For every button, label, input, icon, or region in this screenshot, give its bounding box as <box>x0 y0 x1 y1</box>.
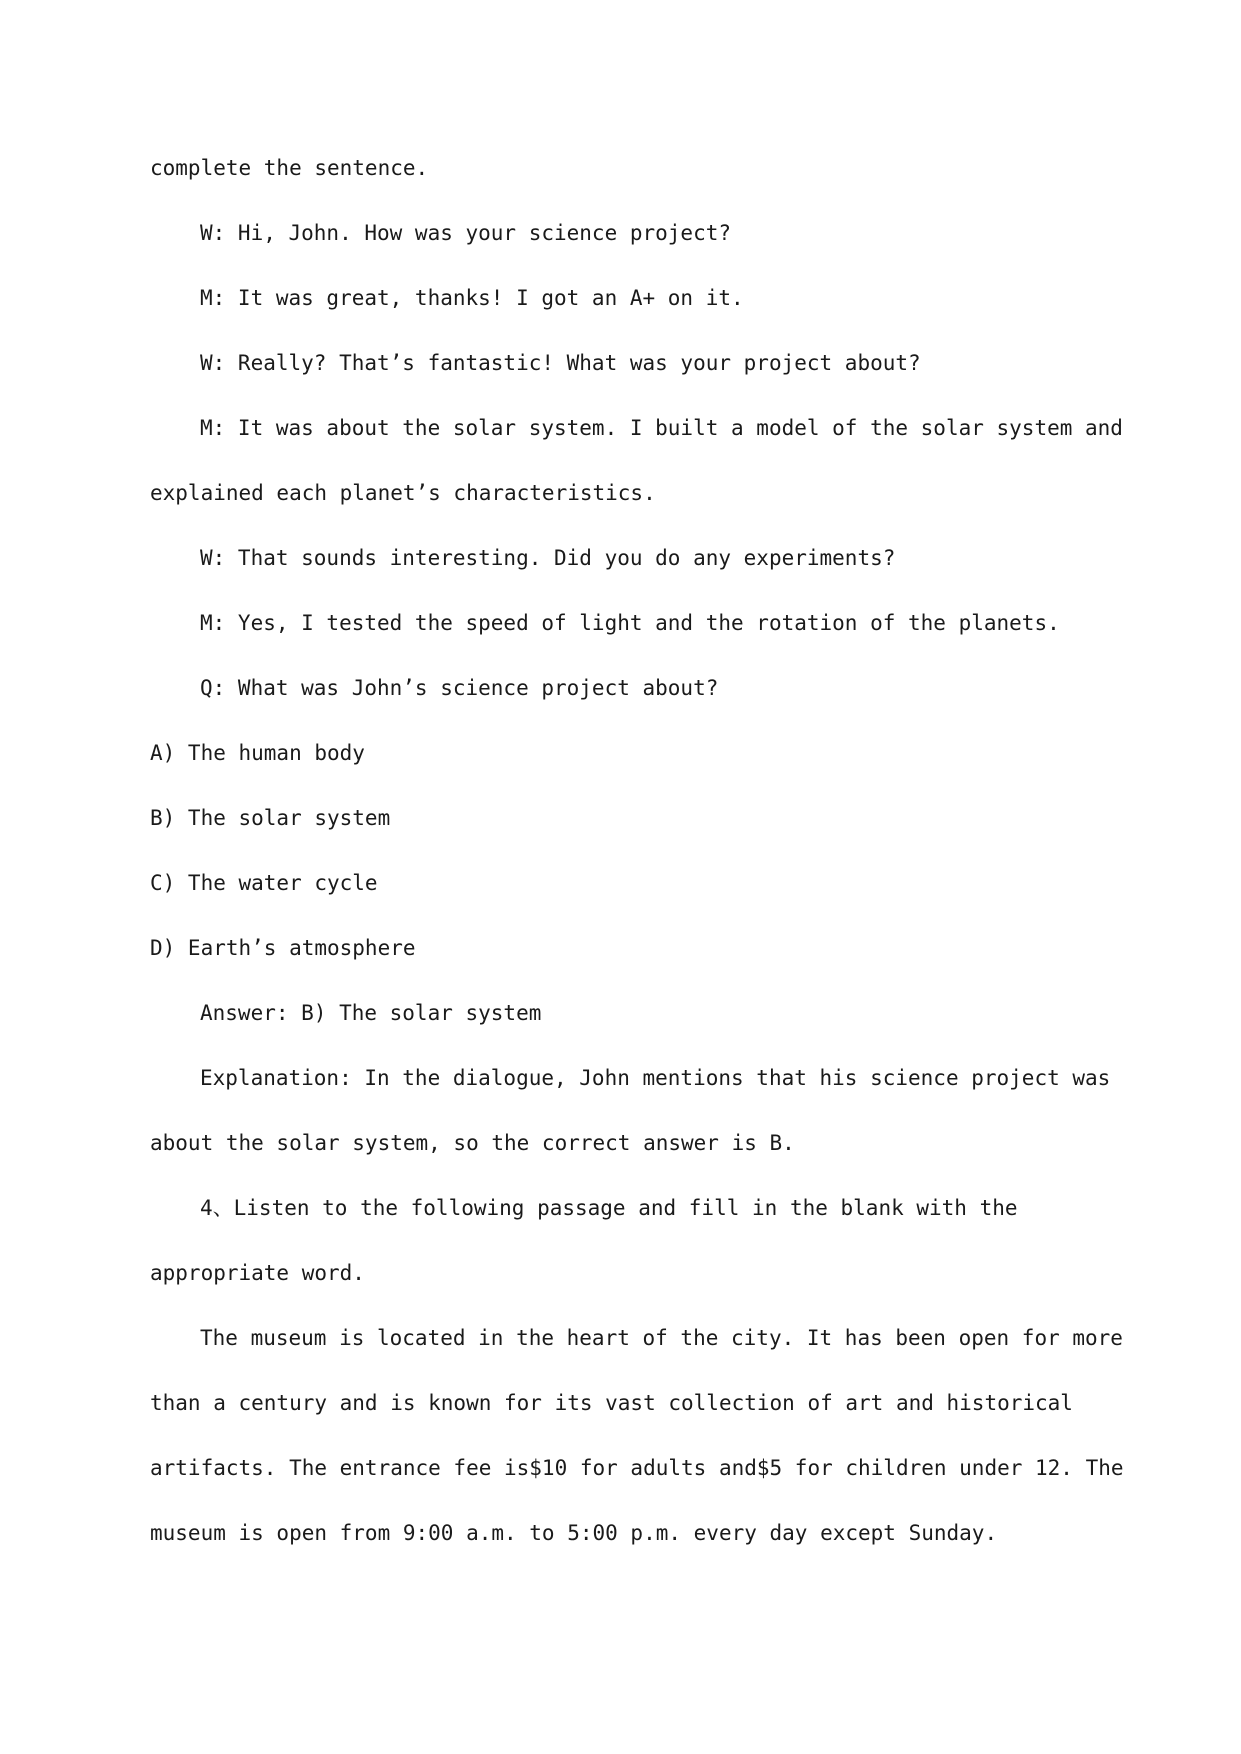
option-b: B) The solar system <box>150 806 391 830</box>
answer-line: Answer: B) The solar system <box>200 1001 542 1025</box>
option-a: A) The human body <box>150 741 365 765</box>
passage-line: The museum is located in the heart of the city. It has been open for more <box>200 1326 1123 1350</box>
document-page <box>150 136 1124 1566</box>
question-4-instruction: 4、Listen to the following passage and fill in the blank with the <box>200 1196 1018 1220</box>
passage-line: museum is open from 9:00 a.m. to 5:00 p.m. every day except Sunday. <box>150 1521 998 1545</box>
option-c: C) The water cycle <box>150 871 378 895</box>
dialogue-line: W: That sounds interesting. Did you do any experiments? <box>200 546 896 570</box>
dialogue-line: M: It was about the solar system. I built a model of the solar system and <box>200 416 1123 440</box>
dialogue-line: M: Yes, I tested the speed of light and the rotation of the planets. <box>200 611 1060 635</box>
option-d: D) Earth’s atmosphere <box>150 936 416 960</box>
question-line: Q: What was John’s science project about? <box>200 676 719 700</box>
explanation-line: Explanation: In the dialogue, John mentions that his science project was <box>200 1066 1111 1090</box>
passage-line: artifacts. The entrance fee is$10 for adults and$5 for children under 12. The <box>150 1456 1124 1480</box>
question-4-instruction-continuation: appropriate word. <box>150 1261 365 1285</box>
dialogue-line-continuation: explained each planet’s characteristics. <box>150 481 656 505</box>
passage-line: than a century and is known for its vast collection of art and historical <box>150 1391 1073 1415</box>
dialogue-line: M: It was great, thanks! I got an A+ on it. <box>200 286 744 310</box>
dialogue-line: W: Really? That’s fantastic! What was your project about? <box>200 351 921 375</box>
explanation-line-continuation: about the solar system, so the correct answer is B. <box>150 1131 795 1155</box>
dialogue-line: W: Hi, John. How was your science project? <box>200 221 732 245</box>
text-line: complete the sentence. <box>150 156 429 180</box>
